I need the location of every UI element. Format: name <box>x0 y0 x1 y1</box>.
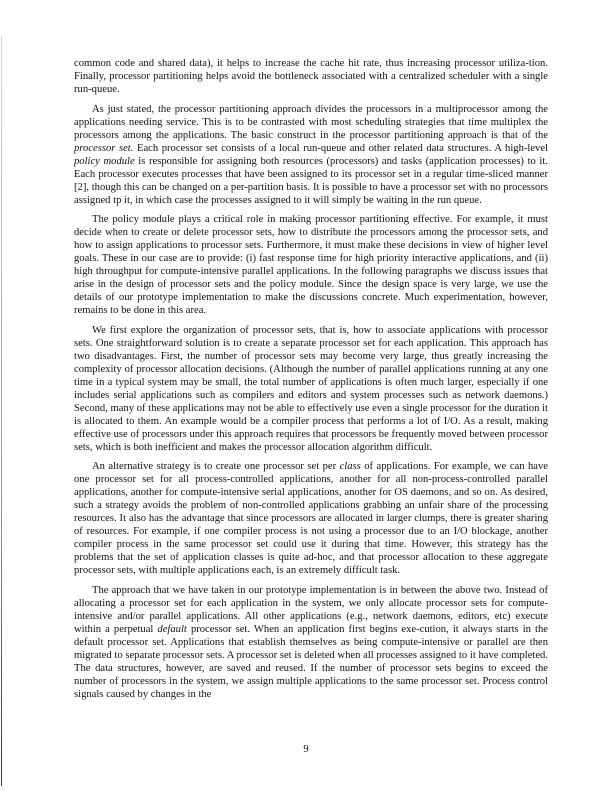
text-run: As just stated, the processor partitioning approach divides the processors in a multiprocessor among the applications needing service. This is to be contrasted with most scheduling strategies that time multiplex the processors among the applications. The basic construct in the processor partitioning approach is that of the <box>74 103 548 141</box>
text-run: of applications. For example, we can have one processor set for all process-controlled applications, another for all non-process-controlled parallel applications, another for compute-intensive serial applications, another for OS daemons, and so on. As desired, such a strategy avoids the problem of non-controlled applications grabbing an unfair share of the processing resources. It also has the advantage that since processors are allocated in larger clumps, there is greater sharing of resources. For example, if one compiler process is not using a processor due to an I/O blockage, another compiler process in the same processor set could use it during that time. However, this strategy has the problems that the set of application classes is quite ad-hoc, and that processor allocation to these aggregate processor sets, with multiple applications each, is an extremely difficult task. <box>74 461 548 576</box>
paragraph-alternative-strategy <box>74 460 548 577</box>
text-run: The policy module plays a critical role in making processor partitioning effective. For example, it must decide when to create or delete processor sets, how to distribute the processors among the processor sets, and how to assign applications to processor sets. Furthermore, it must make these decisions in view of higher level goals. These in our case are to provide: (i) fast response time for high priority interactive applications, and (ii) high throughput for compute-intensive parallel applications. In the following paragraphs we discuss issues that arise in the design of processor sets and the policy module. Since the design space is very large, we use the details of our prototype implementation to make the discussions concrete. Much experimentation, however, remains to be done in this area. <box>74 214 548 316</box>
page-number: 9 <box>303 744 309 755</box>
paragraph-processor-set <box>74 103 548 207</box>
scan-edge-line <box>1 36 2 786</box>
text-run: An alternative strategy is to create one processor set per <box>92 461 340 472</box>
paragraph-policy-module <box>74 213 548 317</box>
italic-term: class <box>339 461 361 472</box>
text-run: is responsible for assigning both resources (processors) and tasks (application processes) to it. Each processor executes processes that have been assigned to its processor set in a regular time-sliced manner [2], though this can be changed on a per-partition basis. It is possible to have a processor set with no processors assigned tp it, in which case the processes assigned to it will simply be waiting in the run queue. <box>74 155 548 206</box>
text-run: processor set. When an application first begins exe-cution, it always starts in the default processor set. Applications that establish themselves as being compute-intensive or parallel are then migrated to separate processor sets. A processor set is deleted when all processes assigned to it have completed. The data structures, however, are saved and reused. If the number of processor sets begins to exceed the number of processors in the system, we assign multiple applications to the same processor set. Process control signals caused by changes in the <box>74 623 548 700</box>
paragraph-organization <box>74 324 548 454</box>
italic-term: processor set. <box>74 142 134 154</box>
text-run: The approach that we have taken in our prototype implementation is in between the above two. Instead of allocating a processor set for each application in the system, we only allocate processor sets for compute-intensive and/or parallel applications. All other applications (e.g., network daemons, editors, etc) execute within a perpetual <box>74 584 548 635</box>
text-run: We first explore the organization of processor sets, that is, how to associate applications with processor sets. One straightforward solution is to create a separate processor set for each application. This approach has two disadvantages. First, the number of processor sets may become very large, thus greatly increasing the complexity of processor allocation decisions. (Although the number of parallel applications running at any one time in a typical system may be small, the total number of applications is often much larger, especially if one includes serial applications such as compilers and editors and system processes such as network daemons.) Second, many of these applications may not be able to effectively use even a single processor for the duration it is allocated to them. An example would be a compiler process that performs a lot of I/O. As a result, making effective use of processors under this approach requires that processors be frequently moved between processor sets, which is both inefficient and makes the processor allocation algorithm difficult. <box>74 324 548 453</box>
text-run: common code and shared data), it helps to increase the cache hit rate, thus increasing processor utiliza-tion. Finally, processor partitioning helps avoid the bottleneck associated with a centralized scheduler with a single run-queue. <box>74 58 548 95</box>
text-run: Each processor set consists of a local run-queue and other related data structures. A high-level <box>133 142 548 154</box>
paragraph-continuation <box>74 57 548 96</box>
paragraph-prototype-approach <box>74 584 548 701</box>
italic-term: default <box>157 623 187 635</box>
document-page <box>74 57 548 707</box>
italic-term: policy module <box>74 155 135 167</box>
